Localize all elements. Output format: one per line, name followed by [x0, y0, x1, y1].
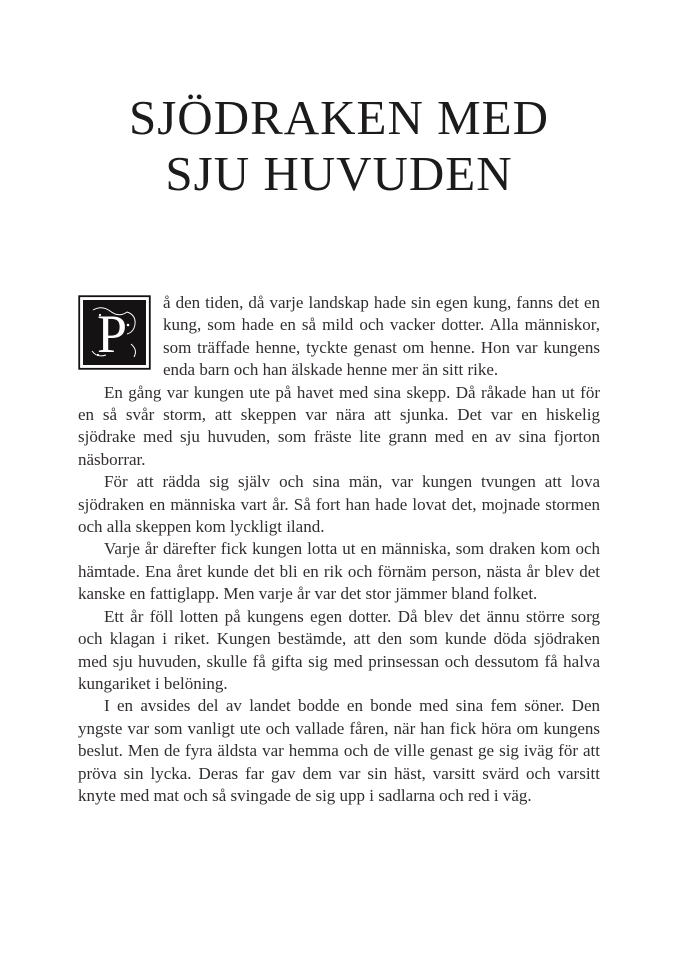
- story-paragraph-5: Ett år föll lotten på kungens egen dotter. Då blev det ännu större sorg och klagan i riket. Kungen bestämde, att den som kunde döda sjödraken med sju huvuden, skulle få gifta sig med prinsessan och dessutom få halva kungariket i belöning.: [78, 606, 600, 693]
- drop-cap: [78, 295, 151, 370]
- story-paragraph-4: Varje år därefter fick kungen lotta ut en människa, som draken kom och hämtade. Ena året kunde det bli en rik och förnäm person, nästa år blev det kanske en fattiglapp. Men varje år var det stor jämmer bland folket.: [78, 539, 600, 604]
- story-body: [78, 292, 600, 807]
- story-paragraph-6: I en avsides del av landet bodde en bonde med sina fem söner. Den yngste var som vanligt ute och vallade fåren, när han fick höra om kungens beslut. Men de fyra äldsta var hemma och de ville genast ge sig iväg för att pröva sin lycka. Deras far gav dem var sin häst, varsitt svärd och varsitt knyte med mat och så svingade de sig upp i sadlarna och red i väg.: [78, 696, 600, 805]
- ornamental-initial-icon: [78, 295, 151, 370]
- paragraph-text: å den tiden, då varje landskap hade sin egen kung, fanns det en kung, som hade en så mild och vacker dotter. Alla människor, som träffade henne, tyckte genast om henne. Hon var kungens enda barn och han älskade henne mer än sitt rike.: [163, 293, 600, 380]
- story-paragraph-2: En gång var kungen ute på havet med sina skepp. Då råkade han ut för en så svår storm, att skeppen var nära att sjunka. Det var en hiskelig sjödrake med sju huvuden, som fräste lite grann med en av sina fjorton näsborrar.: [78, 382, 600, 469]
- drop-cap-letter: P: [96, 304, 128, 364]
- title-line-2: SJU HUVUDEN: [165, 146, 513, 201]
- story-title: [78, 90, 600, 202]
- story-paragraph-3: För att rädda sig själv och sina män, var kungen tvungen att lova sjödraken en människa vart år. Så fort han hade lovat det, mojnade stormen och alla skeppen kom lyckligt iland.: [78, 472, 600, 537]
- story-paragraph-1: [78, 292, 600, 382]
- title-line-1: SJÖDRAKEN MED: [128, 90, 549, 145]
